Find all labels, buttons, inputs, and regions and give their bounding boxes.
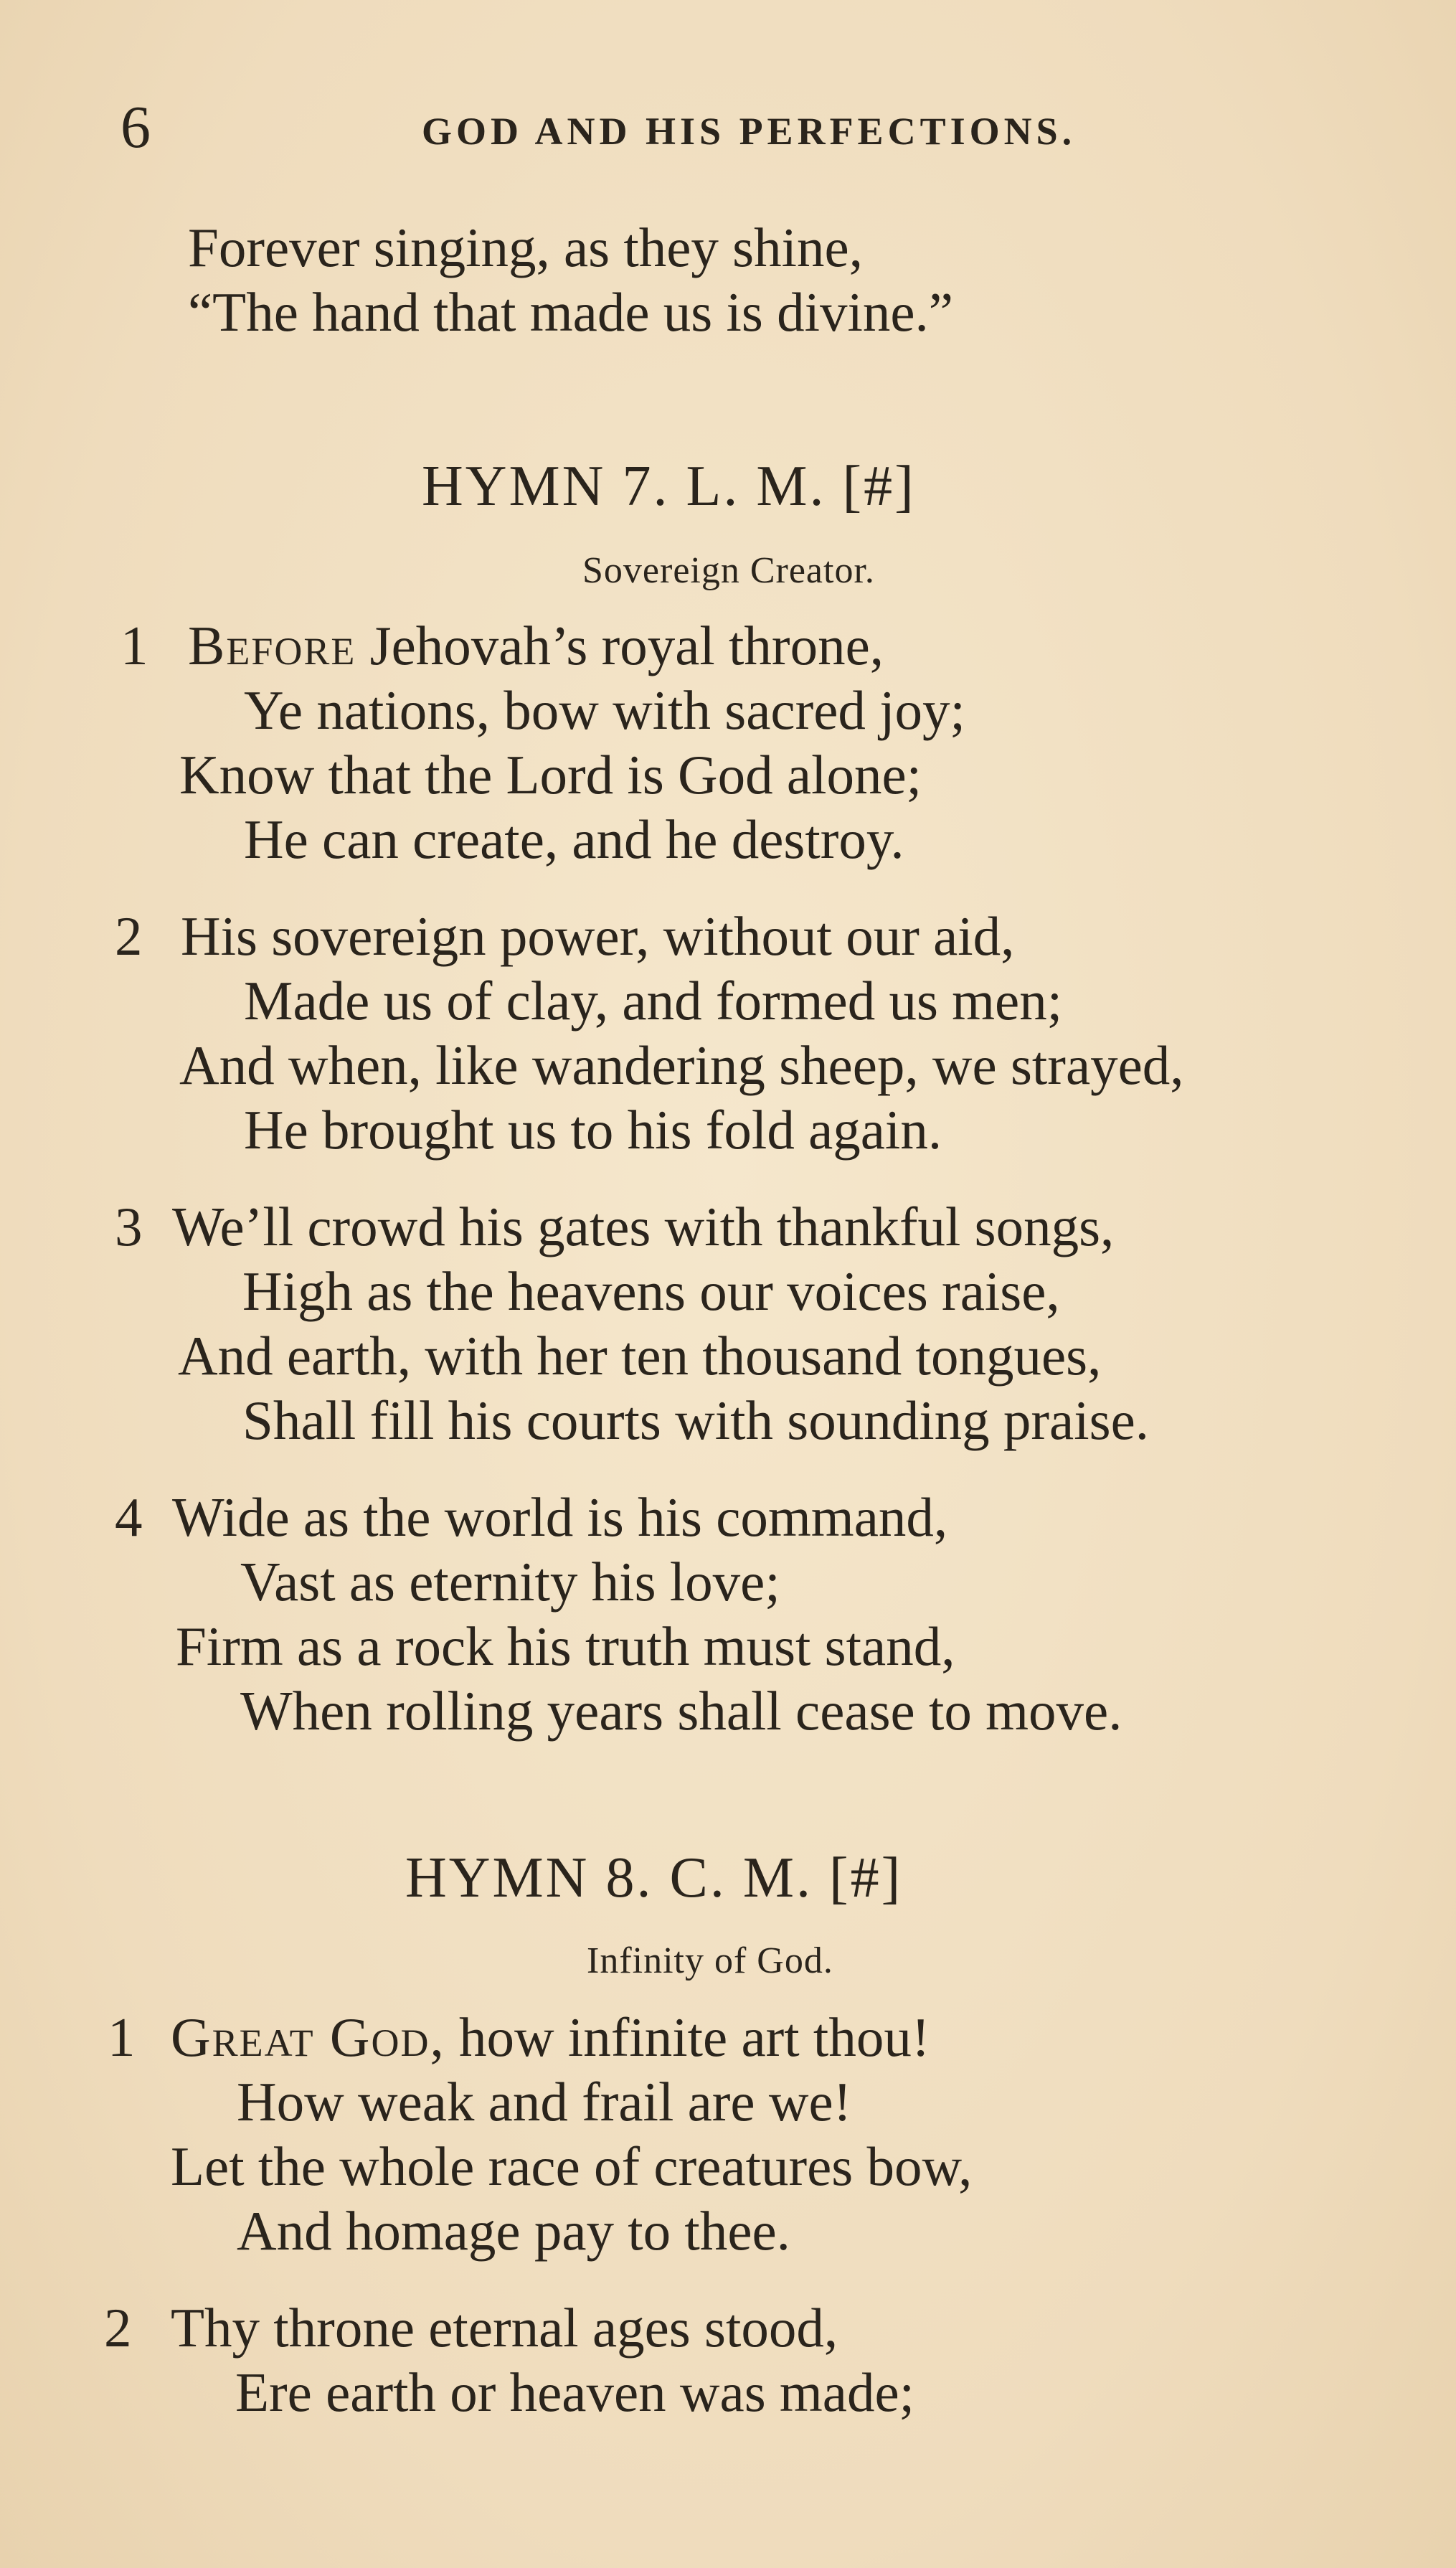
verse-line: How weak and frail are we!	[237, 2071, 852, 2133]
verse-line: And when, like wandering sheep, we strayed,	[179, 1034, 1184, 1096]
verse-first-line	[171, 2005, 930, 2069]
verse-first-line: Thy throne eternal ages stood,	[171, 2297, 838, 2359]
verse-line: When rolling years shall cease to move.	[240, 1680, 1122, 1742]
verse-line: High as the heavens our voices raise,	[242, 1260, 1060, 1322]
verse-line: And earth, with her ten thousand tongues,	[178, 1325, 1102, 1387]
verse-number: 4	[115, 1486, 143, 1548]
verse-first-line	[188, 613, 884, 678]
carryover-line: Forever singing, as they shine,	[188, 217, 863, 278]
verse-number: 2	[115, 905, 143, 967]
verse-line: Ye nations, bow with sacred joy;	[244, 679, 965, 741]
verse-line: And homage pay to thee.	[237, 2200, 790, 2262]
verse-first-line: His sovereign power, without our aid,	[181, 905, 1015, 967]
verse-first-line-rest: Jehovah’s royal throne,	[356, 615, 884, 676]
verse-line: Ere earth or heaven was made;	[235, 2361, 915, 2423]
verse-line: Know that the Lord is God alone;	[179, 744, 922, 806]
verse-opening-small-caps: Great God,	[171, 2006, 445, 2068]
verse-opening-small-caps: Before	[188, 615, 356, 676]
hymn-heading: HYMN 7. L. M. [#]	[422, 455, 916, 518]
verse-number: 3	[115, 1196, 143, 1257]
hymn-heading: HYMN 8. C. M. [#]	[405, 1846, 903, 1910]
page-number: 6	[120, 94, 151, 161]
verse-number: 1	[108, 2006, 136, 2068]
verse-line: Shall fill his courts with sounding praise.	[242, 1389, 1149, 1451]
verse-line: Vast as eternity his love;	[240, 1551, 780, 1613]
verse-line: Made us of clay, and formed us men;	[244, 970, 1063, 1032]
verse-number: 2	[104, 2297, 132, 2359]
verse-line: He brought us to his fold again.	[244, 1099, 942, 1161]
verse-line: Firm as a rock his truth must stand,	[176, 1615, 955, 1677]
verse-first-line-rest: how infinite art thou!	[445, 2006, 930, 2068]
hymn-subtitle: Sovereign Creator.	[582, 550, 875, 591]
verse-line: Let the whole race of creatures bow,	[171, 2135, 973, 2197]
hymn-subtitle: Infinity of God.	[587, 1940, 833, 1981]
carryover-line: “The hand that made us is divine.”	[188, 281, 953, 343]
verse-line: He can create, and he destroy.	[244, 808, 904, 870]
running-head-title: GOD AND HIS PERFECTIONS.	[422, 110, 1077, 153]
verse-first-line: We’ll crowd his gates with thankful songs,	[172, 1196, 1115, 1257]
verse-first-line: Wide as the world is his command,	[172, 1486, 948, 1548]
verse-number: 1	[120, 615, 148, 676]
